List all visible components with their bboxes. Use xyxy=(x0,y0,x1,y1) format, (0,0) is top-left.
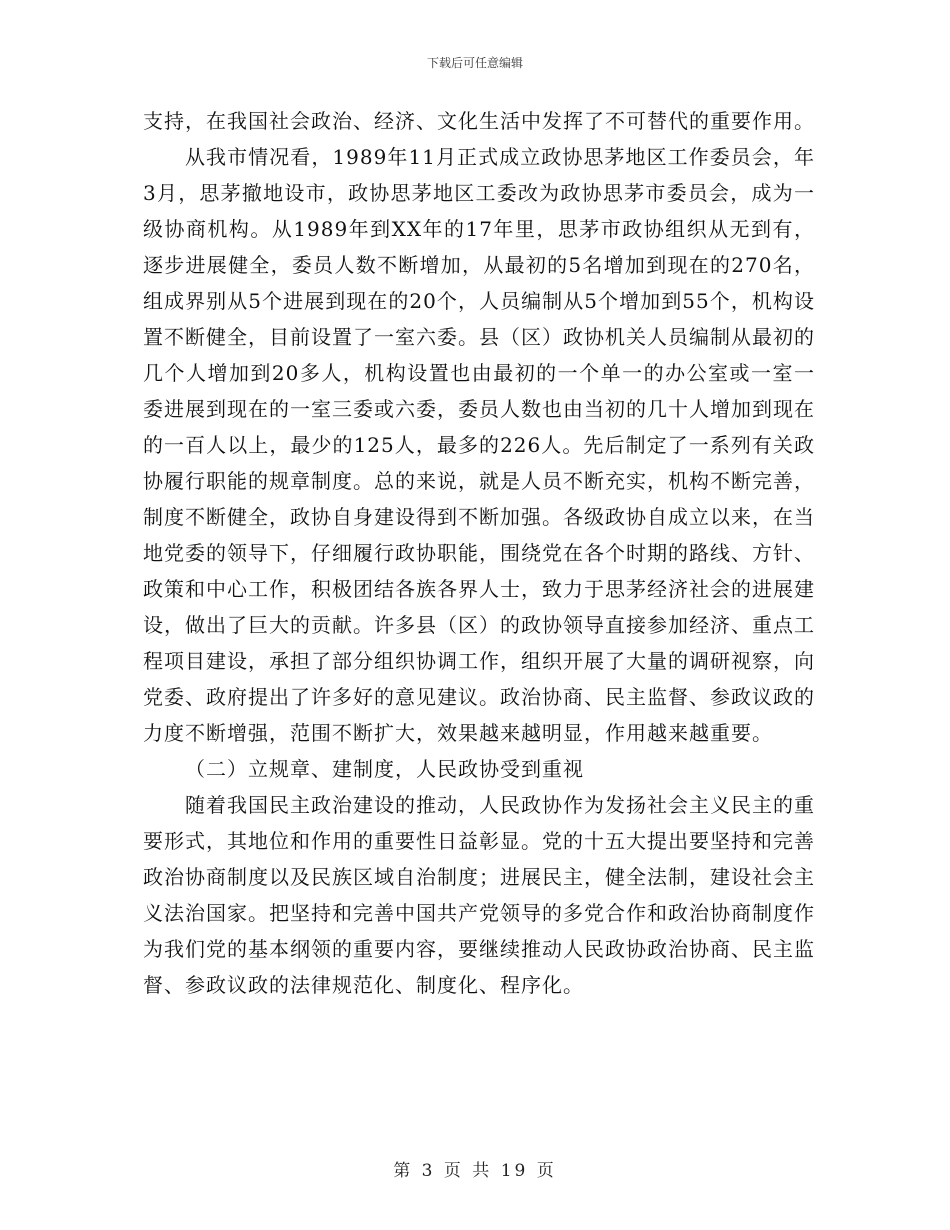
page-number: 第 3 页 共 19 页 xyxy=(393,1161,557,1181)
page-header-note: 下载后可任意编辑 xyxy=(426,56,523,70)
paragraph-city-situation: 从我市情况看，1989年11月正式成立政协思茅地区工作委员会，年3月，思茅撤地设市，政协思茅地区工委改为政协思茅市委员会，成为一级协商机构。从1989年到XX年的17年里，思茅市政协组织从无到有，逐步进展健全，委员人数不断增加，从最初的5名增加到现在的270名，组成界别从5个进展到现在的20个，人员编制从5个增加到55个，机构设置不断健全，目前设置了一室六委。县（区）政协机关人员编制从最初的几个人增加到20多人，机构设置也由最初的一个单一的办公室或一室一委进展到现在的一室三委或六委，委员人数也由当初的几十人增加到现在的一百人以上，最少的125人，最多的226人。先后制定了一系列有关政协履行职能的规章制度。总的来说，就是人员不断充实，机构不断完善，制度不断健全，政协自身建设得到不断加强。各级政协自成立以来，在当地党委的领导下，仔细履行政协职能，围绕党在各个时期的路线、方针、政策和中心工作，积极团结各族各界人士，致力于思茅经济社会的进展建设，做出了巨大的贡献。许多县（区）的政协领导直接参加经济、重点工程项目建设，承担了部分组织协调工作，组织开展了大量的调研视察，向党委、政府提出了许多好的意见建议。政治协商、民主监督、参政议政的力度不断增强，范围不断扩大，效果越来越明显，作用越来越重要。 xyxy=(143,145,815,745)
paragraph-democracy: 随着我国民主政治建设的推动，人民政协作为发扬社会主义民主的重要形式，其地位和作用的重要性日益彰显。党的十五大提出要坚持和完善政治协商制度以及民族区域自治制度；进展民主，健全法制，建设社会主义法治国家。把坚持和完善中国共产党领导的多党合作和政治协商制度作为我们党的基本纲领的重要内容，要继续推动人民政协政治协商、民主监督、参政议政的法律规范化、制度化、程序化。 xyxy=(143,793,815,997)
paragraph-continuation: 支持，在我国社会政治、经济、文化生活中发挥了不可替代的重要作用。 xyxy=(143,109,815,133)
document-body xyxy=(143,103,815,1003)
section-heading: （二）立规章、建制度，人民政协受到重视 xyxy=(185,757,584,781)
